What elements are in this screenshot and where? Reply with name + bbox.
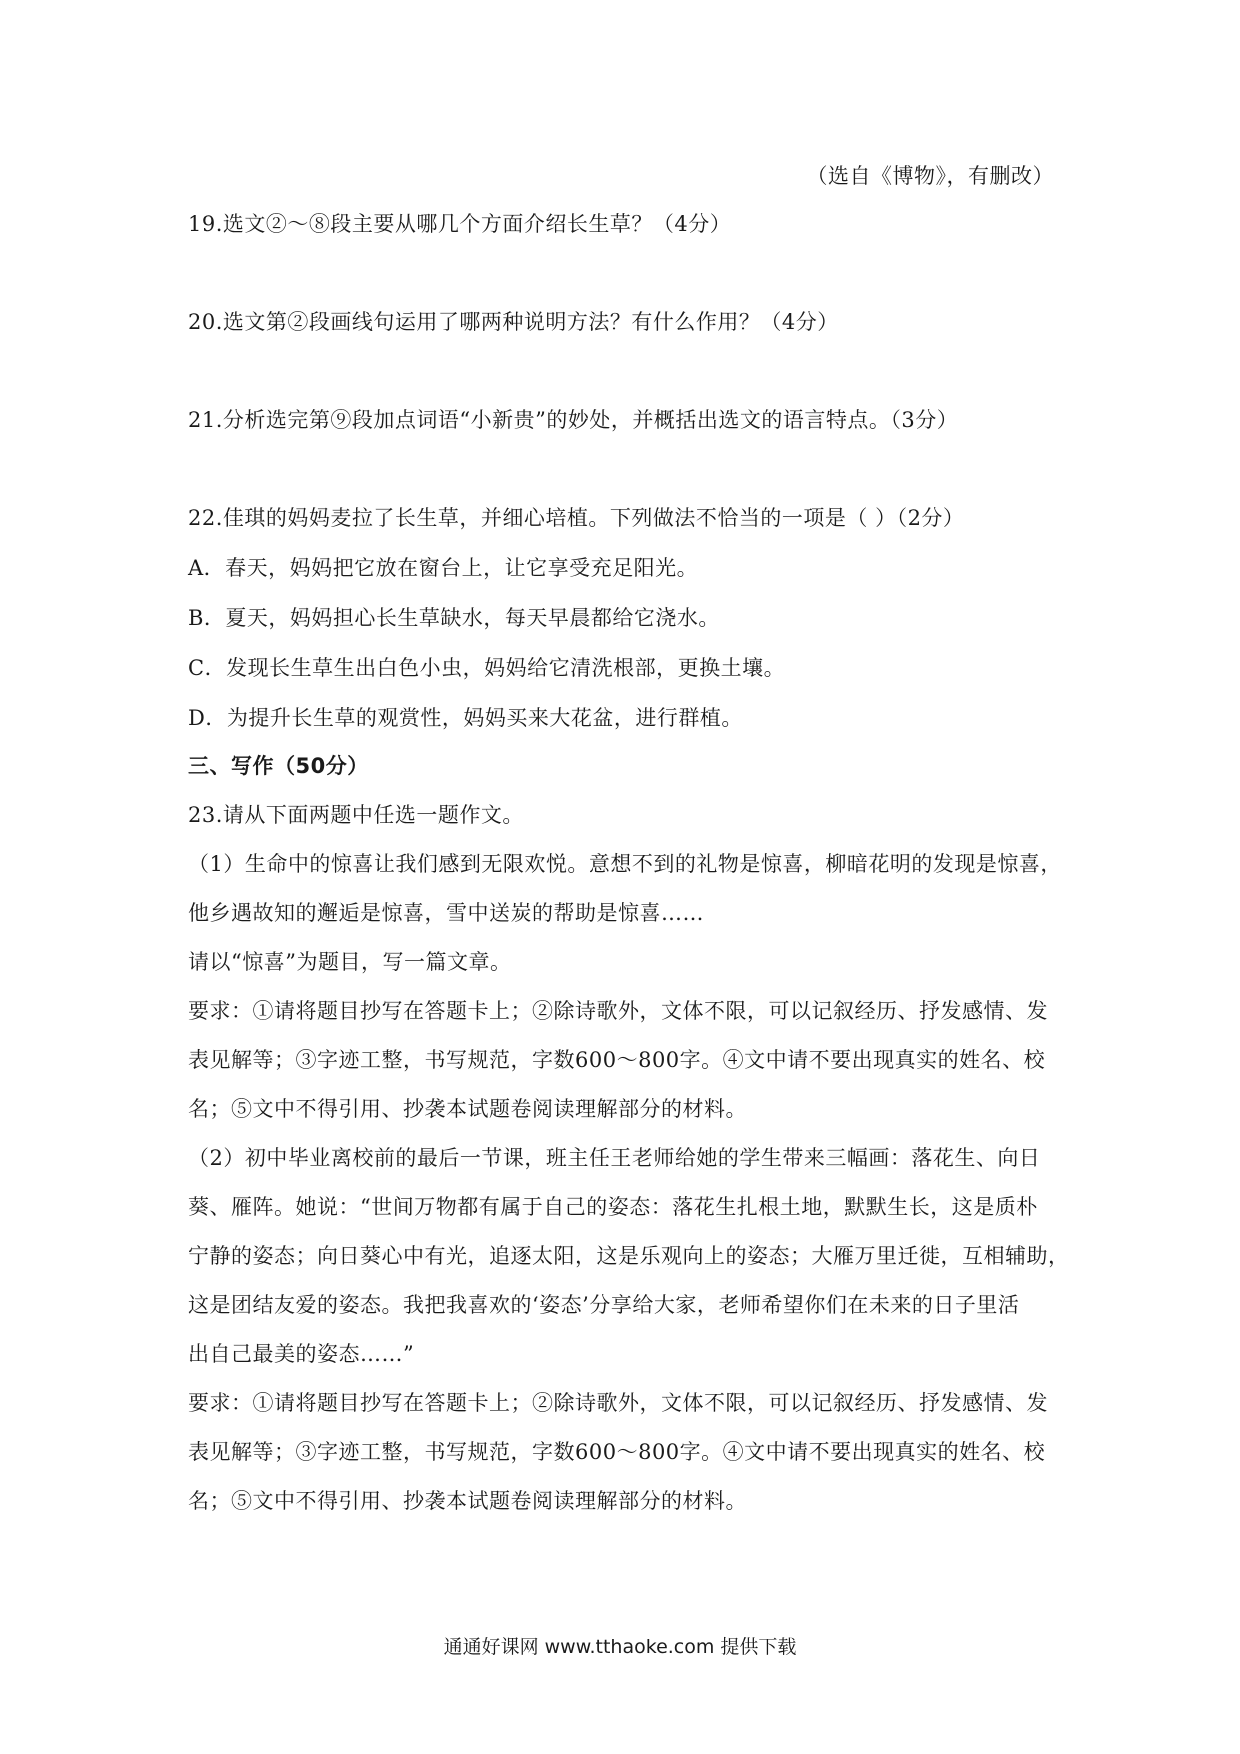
- question-19: 19.选文②～⑧段主要从哪几个方面介绍长生草？（4分）: [188, 212, 732, 236]
- prompt1-line: 请以“惊喜”为题目，写一篇文章。: [188, 950, 512, 974]
- prompt2-line: （2）初中毕业离校前的最后一节课，班主任王老师给她的学生带来三幅画：落花生、向日: [188, 1146, 1041, 1170]
- footer-watermark: 通通好课网 www.tthaoke.com 提供下载: [443, 1636, 797, 1658]
- question-20: 20.选文第②段画线句运用了哪两种说明方法？有什么作用？（4分）: [188, 310, 839, 334]
- question-22: 22.佳琪的妈妈麦拉了长生草，并细心培植。下列做法不恰当的一项是（ ）（2分）: [188, 506, 965, 530]
- question-23: 23.请从下面两题中任选一题作文。: [188, 803, 524, 827]
- option-b: B．夏天，妈妈担心长生草缺水，每天早晨都给它浇水。: [188, 606, 720, 630]
- requirements2-line: 表见解等；③字迹工整，书写规范，字数600～800字。④文中请不要出现真实的姓名、校: [188, 1440, 1046, 1464]
- requirements1-line: 名；⑤文中不得引用、抄袭本试题卷阅读理解部分的材料。: [188, 1097, 747, 1121]
- prompt2-line: 出自己最美的姿态……”: [188, 1342, 415, 1366]
- requirements2-line: 要求：①请将题目抄写在答题卡上；②除诗歌外，文体不限，可以记叙经历、抒发感情、发: [188, 1391, 1048, 1415]
- option-a: A．春天，妈妈把它放在窗台上，让它享受充足阳光。: [188, 556, 699, 580]
- writing-section-heading: 三、写作（50分）: [188, 754, 369, 778]
- option-d: D．为提升长生草的观赏性，妈妈买来大花盆，进行群植。: [188, 706, 743, 730]
- option-c: C．发现长生草生出白色小虫，妈妈给它清洗根部，更换土壤。: [188, 656, 786, 680]
- prompt1-line: 他乡遇故知的邂逅是惊喜，雪中送炭的帮助是惊喜……: [188, 901, 704, 925]
- requirements1-line: 要求：①请将题目抄写在答题卡上；②除诗歌外，文体不限，可以记叙经历、抒发感情、发: [188, 999, 1048, 1023]
- prompt2-line: 这是团结友爱的姿态。我把我喜欢的‘姿态’分享给大家，老师希望你们在未来的日子里活: [188, 1293, 1020, 1317]
- question-21: 21.分析选完第⑨段加点词语“小新贵”的妙处，并概括出选文的语言特点。（3分）: [188, 408, 959, 432]
- prompt1-line: （1）生命中的惊喜让我们感到无限欢悦。意想不到的礼物是惊喜，柳暗花明的发现是惊喜，: [188, 852, 1062, 876]
- requirements2-line: 名；⑤文中不得引用、抄袭本试题卷阅读理解部分的材料。: [188, 1489, 747, 1513]
- prompt2-line: 葵、雁阵。她说：“世间万物都有属于自己的姿态：落花生扎根土地，默默生长，这是质朴: [188, 1195, 1038, 1219]
- requirements1-line: 表见解等；③字迹工整，书写规范，字数600～800字。④文中请不要出现真实的姓名、校: [188, 1048, 1046, 1072]
- source-note: （选自《博物》，有删改）: [806, 164, 1054, 188]
- prompt2-line: 宁静的姿态；向日葵心中有光，追逐太阳，这是乐观向上的姿态；大雁万里迁徙，互相辅助，: [188, 1244, 1070, 1268]
